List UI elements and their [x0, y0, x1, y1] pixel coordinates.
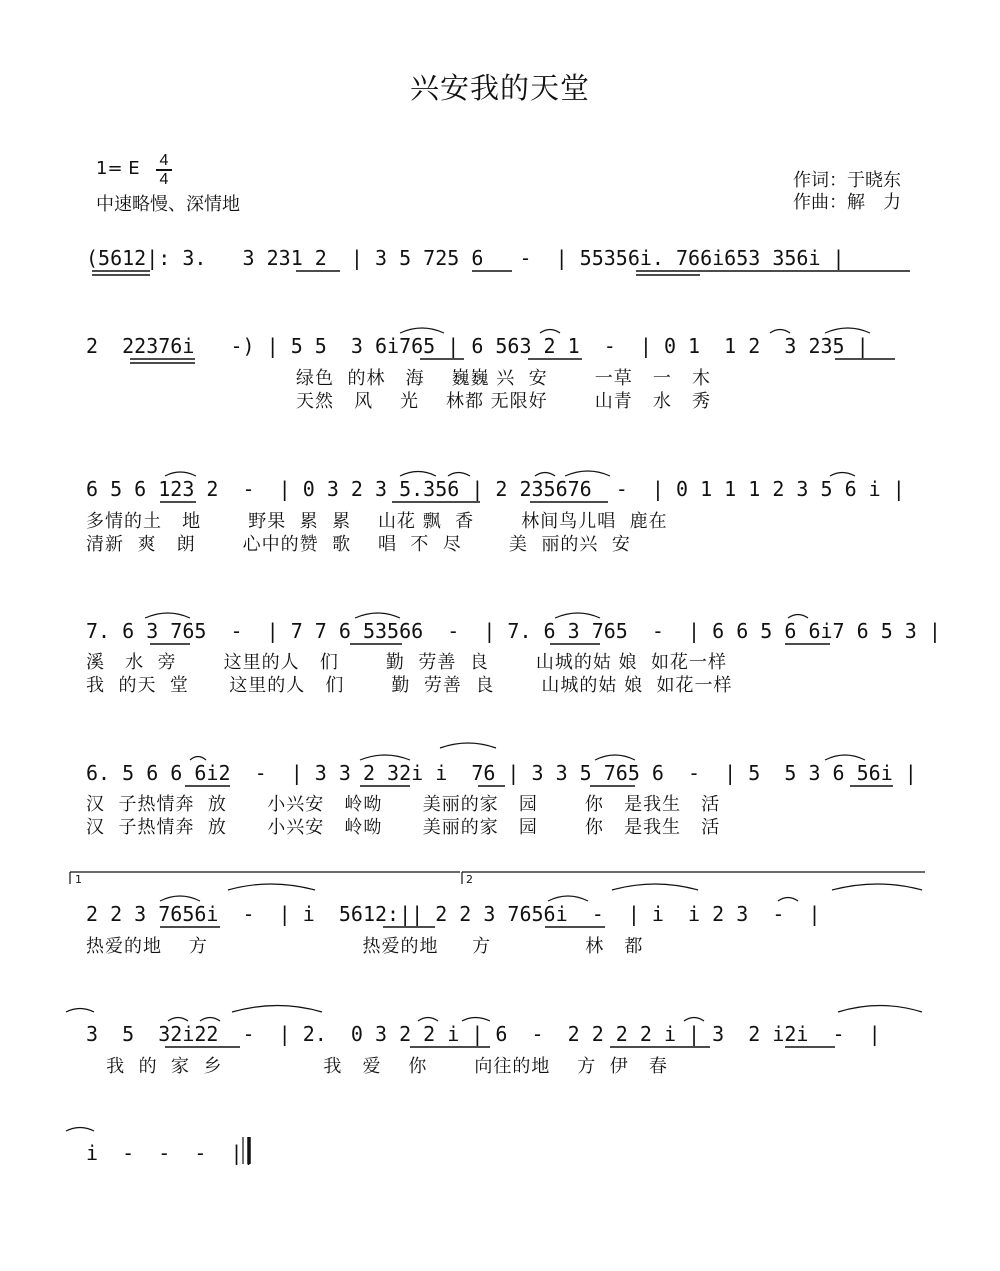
- slur: [595, 755, 635, 760]
- slur: [400, 472, 436, 477]
- lyrics-verse-1: 热爱的地 方 热爱的地 方 林 都: [86, 936, 644, 957]
- composer-credit: 作曲：解 力: [793, 192, 901, 213]
- volta-2-label: 2: [466, 873, 473, 886]
- slur: [548, 896, 588, 901]
- slur: [788, 615, 808, 619]
- time-signature: [156, 153, 172, 187]
- slur: [160, 896, 200, 901]
- slur: [778, 898, 798, 902]
- score-system-7: [0, 1022, 1000, 1152]
- slur: [355, 613, 400, 618]
- time-numerator: 4: [159, 152, 169, 169]
- slur: [190, 757, 206, 761]
- lyrics-verse-1: 多情的土 地 野果 累 累 山花 飘 香 林间鸟儿唱 鹿在: [86, 511, 668, 532]
- score-system-8: [0, 1141, 1000, 1271]
- notation-line: 3 5 32i22 - | 2. 0 3 2 2 i | 6 - 2 2 2 2 i | 3 2 i2i - |: [86, 1022, 881, 1046]
- score-system-4: [0, 619, 1000, 749]
- slur: [145, 613, 190, 618]
- time-denominator: 4: [159, 170, 169, 188]
- lyrics-verse-2: 我 的天 堂 这里的人 们 勤 劳善 良 山城的姑 娘 如花一样: [86, 675, 733, 696]
- notation-line: 2 22376i -) | 5 5 3 6i765 | 6 563 2 1 - | 0 1 1 2 3 235 |: [86, 334, 869, 358]
- slur: [825, 755, 865, 760]
- slur: [830, 473, 855, 477]
- lyrics-verse-2: 天然 风 光 林都 无限好 山青 水 秀: [296, 391, 712, 412]
- lyricist-credit: 作词：于晓东: [793, 170, 901, 191]
- notation-line: 6 5 6 123 2 - | 0 3 2 3 5.356 | 2 235676 - | 0 1 1 1 2 3 5 6 i |: [86, 477, 905, 501]
- slur: [165, 472, 196, 476]
- slur: [535, 473, 555, 477]
- score-system-2: [0, 334, 1000, 464]
- key-signature: [96, 158, 140, 179]
- notation-line: i - - - ||: [86, 1141, 255, 1165]
- lyrics-verse-1: 我 的 家 乡 我 爱 你 向往的地 方 伊 春: [86, 1056, 668, 1077]
- notation-line: 2 2 3 7656i - | i 5612:|| 2 2 3 7656i - | i i 2 3 - |: [86, 902, 821, 926]
- score-system-6: [0, 902, 1000, 1032]
- slur: [565, 471, 610, 476]
- lyrics-verse-2: 清新 爽 朗 心中的赞 歌 唱 不 尽 美 丽的兴 安: [86, 534, 631, 555]
- notation-line: 7. 6 3 765 - | 7 7 6 53566 - | 7. 6 3 765 - | 6 6 5 6 6i7 6 5 3 |: [86, 619, 941, 643]
- key-label: 1= E: [96, 158, 140, 179]
- lyrics-verse-1: 绿色 的林 海 巍巍 兴 安 一草 一 木: [296, 368, 712, 389]
- score-system-5: [0, 761, 1000, 891]
- tempo-marking: 中速略慢、深情地: [96, 194, 240, 215]
- volta-1-label: 1: [75, 873, 82, 886]
- lyrics-verse-2: 汉 子热情奔 放 小兴安 岭呦 美丽的家 园 你 是我生 活: [86, 817, 721, 838]
- score-system-3: [0, 477, 1000, 607]
- notation-line: 6. 5 6 6 6i2 - | 3 3 2 32i i 76 | 3 3 5 765 6 - | 5 5 3 6 56i |: [86, 761, 917, 785]
- slur: [360, 755, 410, 760]
- lyrics-verse-1: 溪 水 旁 这里的人 们 勤 劳善 良 山城的姑 娘 如花一样: [86, 652, 727, 673]
- slur: [555, 613, 600, 618]
- slur: [448, 473, 470, 477]
- song-title: 兴安我的天堂: [409, 71, 590, 105]
- lyrics-verse-1: 汉 子热情奔 放 小兴安 岭呦 美丽的家 园 你 是我生 活: [86, 794, 721, 815]
- notation-line: (5612|: 3. 3 231 2 | 3 5 725 6 - | 55356i. 766i653 356i |: [86, 246, 845, 270]
